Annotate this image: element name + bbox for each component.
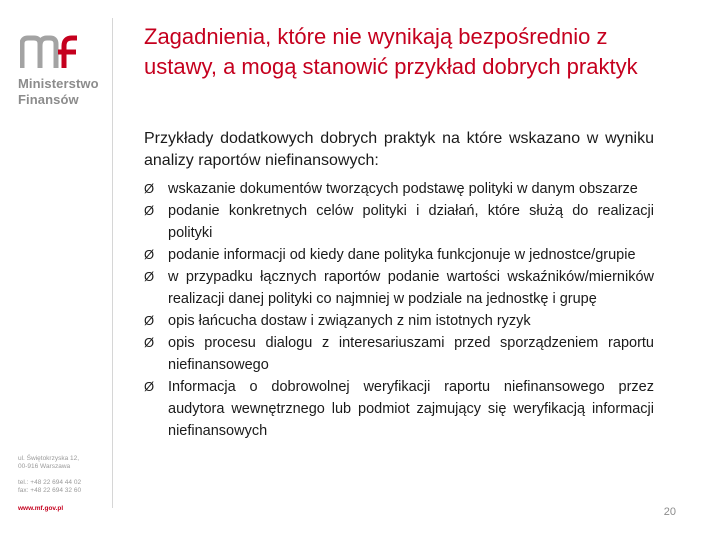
arrow-bullet-icon: Ø bbox=[144, 247, 155, 262]
list-item-text: opis procesu dialogu z interesariuszami przed sporządzeniem raportu niefinansowego bbox=[168, 335, 654, 373]
list-item bbox=[144, 200, 654, 244]
list-item bbox=[144, 178, 654, 200]
arrow-bullet-icon: Ø bbox=[144, 313, 155, 328]
ministry-logo-icon bbox=[20, 34, 78, 70]
arrow-bullet-icon: Ø bbox=[144, 269, 155, 284]
ministry-name bbox=[18, 76, 99, 108]
page-number: 20 bbox=[663, 506, 676, 518]
list-item-text: wskazanie dokumentów tworzących podstawę polityki w danym obszarze bbox=[168, 181, 638, 197]
list-item bbox=[144, 332, 654, 376]
list-item-text: podanie informacji od kiedy dane polityka funkcjonuje w jednostce/grupie bbox=[168, 247, 636, 263]
list-item bbox=[144, 266, 654, 310]
address-line1: ul. Świętokrzyska 12, bbox=[18, 455, 80, 462]
arrow-bullet-icon: Ø bbox=[144, 203, 155, 218]
slide-intro: Przykłady dodatkowych dobrych praktyk na które wskazano w wyniku analizy raportów niefinansowych: bbox=[144, 130, 654, 169]
sidebar-divider bbox=[112, 18, 113, 508]
contact-block bbox=[18, 455, 81, 513]
arrow-bullet-icon: Ø bbox=[144, 181, 155, 196]
ministry-name-line1: Ministerstwo bbox=[18, 76, 99, 91]
list-item bbox=[144, 244, 654, 266]
list-item-text: w przypadku łącznych raportów podanie wartości wskaźników/mierników realizacji danej polityki co najmniej w podziale na jednostkę i grupę bbox=[168, 269, 654, 307]
list-item bbox=[144, 310, 654, 332]
list-item-text: Informacja o dobrowolnej weryfikacji raportu niefinansowego przez audytora wewnętrznego lub podmiot zajmujący się weryfikacją informacji niefinansowych bbox=[168, 379, 654, 439]
phone: tel.: +48 22 694 44 02 bbox=[18, 479, 82, 486]
list-item-text: opis łańcucha dostaw i związanych z nim istotnych ryzyk bbox=[168, 313, 531, 329]
address-line2: 00-916 Warszawa bbox=[18, 463, 71, 470]
arrow-bullet-icon: Ø bbox=[144, 335, 155, 350]
sidebar bbox=[0, 0, 112, 540]
list-item-text: podanie konkretnych celów polityki i działań, które służą do realizacji polityki bbox=[168, 203, 654, 241]
website-link[interactable]: www.mf.gov.pl bbox=[18, 505, 64, 512]
ministry-name-line2: Finansów bbox=[18, 92, 79, 107]
fax: fax: +48 22 694 32 60 bbox=[18, 487, 82, 494]
bullet-list bbox=[144, 178, 654, 442]
arrow-bullet-icon: Ø bbox=[144, 379, 155, 394]
list-item bbox=[144, 376, 654, 442]
slide-title: Zagadnienia, które nie wynikają bezpośrednio z ustawy, a mogą stanowić przykład dobrych praktyk bbox=[144, 24, 638, 79]
